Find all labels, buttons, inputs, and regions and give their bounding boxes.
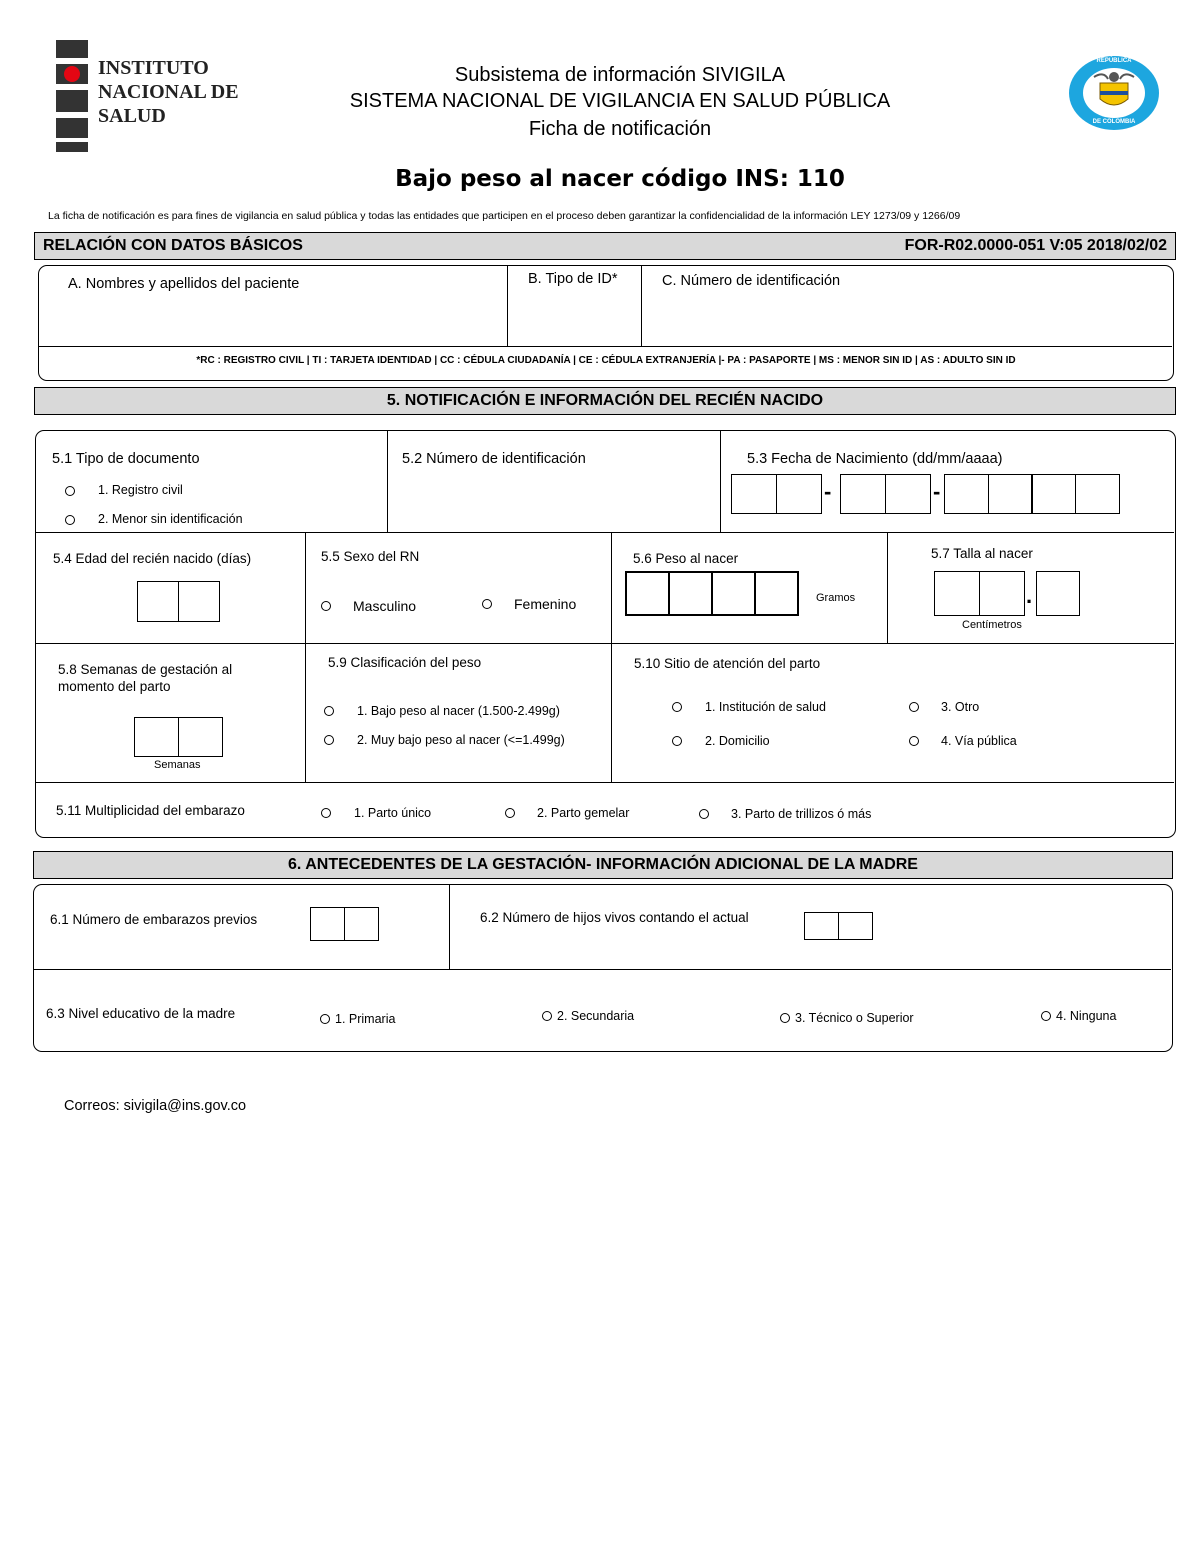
f63-option-1: 1. Primaria — [335, 1012, 396, 1026]
logo-line-2: NACIONAL DE — [98, 81, 239, 103]
f511-radio-2[interactable] — [505, 808, 515, 818]
f54-label: 5.4 Edad del recién nacido (días) — [53, 551, 252, 566]
f63-option-4: 4. Ninguna — [1056, 1009, 1117, 1023]
f58-label-2: momento del parto — [58, 679, 171, 694]
f61-cells[interactable] — [310, 907, 379, 941]
header-system: SISTEMA NACIONAL DE VIGILANCIA EN SALUD PÚBLICA — [349, 90, 891, 112]
seal-text-bottom: DE COLOMBIA — [1092, 119, 1136, 125]
f63-radio-2[interactable] — [542, 1011, 552, 1021]
f53-sep-2: - — [933, 479, 941, 504]
f56-label: 5.6 Peso al nacer — [633, 551, 739, 566]
f56-unit: Gramos — [816, 592, 856, 604]
f511-radio-3[interactable] — [699, 809, 709, 819]
f510-option-2: 2. Domicilio — [705, 734, 770, 748]
f62-label: 6.2 Número de hijos vivos contando el actual — [480, 910, 749, 925]
f510-radio-1[interactable] — [672, 702, 682, 712]
f51-option-1: 1. Registro civil — [98, 483, 183, 497]
section-6-bar — [33, 851, 1173, 879]
f57-label: 5.7 Talla al nacer — [931, 546, 1033, 561]
f62-cells[interactable] — [804, 912, 873, 940]
field-a-input[interactable] — [42, 298, 502, 342]
form-code: FOR-R02.0000-051 V:05 2018/02/02 — [904, 237, 1167, 254]
f53-label: 5.3 Fecha de Nacimiento (dd/mm/aaaa) — [747, 451, 1003, 467]
f63-option-2: 2. Secundaria — [557, 1009, 635, 1023]
f55-option-female: Femenino — [514, 596, 577, 612]
f511-option-1: 1. Parto único — [354, 806, 432, 820]
colombia-seal — [1068, 55, 1160, 131]
f58-label-1: 5.8 Semanas de gestación al — [58, 662, 233, 677]
f61-label: 6.1 Número de embarazos previos — [50, 912, 258, 927]
f510-option-3: 3. Otro — [941, 700, 980, 714]
basic-data-bar — [34, 232, 1176, 260]
logo-line-1: INSTITUTO — [98, 57, 209, 79]
basic-data-title: RELACIÓN CON DATOS BÁSICOS — [43, 237, 303, 254]
f63-radio-1[interactable] — [320, 1014, 330, 1024]
field-b-input[interactable] — [510, 294, 636, 342]
f53-month-cells[interactable] — [840, 474, 931, 514]
f53-year-cells[interactable] — [944, 474, 1120, 514]
field-a-label: A. Nombres y apellidos del paciente — [68, 276, 300, 292]
field-c-label: C. Número de identificación — [662, 273, 841, 289]
f63-radio-3[interactable] — [780, 1013, 790, 1023]
section-5-bar — [34, 387, 1176, 415]
logo-line-3: SALUD — [98, 105, 166, 127]
section-5-title: 5. NOTIFICACIÓN E INFORMACIÓN DEL RECIÉN NACIDO — [386, 392, 824, 409]
section-6-title: 6. ANTECEDENTES DE LA GESTACIÓN- INFORMACIÓN ADICIONAL DE LA MADRE — [288, 856, 918, 873]
f58-unit: Semanas — [154, 759, 201, 771]
f510-radio-2[interactable] — [672, 736, 682, 746]
f54-cells[interactable] — [137, 581, 220, 622]
seal-text-top: REPÚBLICA — [1096, 58, 1132, 64]
f59-option-1: 1. Bajo peso al nacer (1.500-2.499g) — [357, 704, 560, 718]
f57-decimal-cell[interactable] — [1036, 571, 1080, 616]
f58-cells[interactable] — [134, 717, 223, 757]
f511-label: 5.11 Multiplicidad del embarazo — [56, 803, 245, 818]
f511-option-3: 3. Parto de trillizos ó más — [731, 807, 872, 821]
f57-unit: Centímetros — [962, 619, 1022, 631]
f511-option-2: 2. Parto gemelar — [537, 806, 630, 820]
f53-sep-1: - — [824, 479, 832, 504]
ins-logo — [54, 40, 264, 152]
f52-input[interactable] — [392, 474, 714, 528]
footer-email: Correos: sivigila@ins.gov.co — [64, 1098, 247, 1114]
f53-day-cells[interactable] — [731, 474, 822, 514]
f59-label: 5.9 Clasificación del peso — [328, 655, 482, 670]
header-form: Ficha de notificación — [528, 118, 712, 140]
f51-option-2: 2. Menor sin identificación — [98, 512, 243, 526]
f51-radio-2[interactable] — [65, 515, 75, 525]
f511-radio-1[interactable] — [321, 808, 331, 818]
f510-option-1: 1. Institución de salud — [705, 700, 826, 714]
form-title: Bajo peso al nacer código INS: 110 — [395, 166, 845, 192]
f59-option-2: 2. Muy bajo peso al nacer (<=1.499g) — [357, 733, 565, 747]
f59-radio-2[interactable] — [324, 735, 334, 745]
f510-label: 5.10 Sitio de atención del parto — [634, 656, 821, 671]
f510-radio-3[interactable] — [909, 702, 919, 712]
f55-option-male: Masculino — [353, 598, 417, 614]
f52-label: 5.2 Número de identificación — [402, 451, 586, 467]
f55-radio-male[interactable] — [321, 601, 331, 611]
f510-radio-4[interactable] — [909, 736, 919, 746]
f57-sep: . — [1026, 583, 1033, 608]
field-c-input[interactable] — [644, 296, 1170, 342]
f55-label: 5.5 Sexo del RN — [321, 549, 420, 564]
f55-radio-female[interactable] — [482, 599, 492, 609]
f56-cells[interactable] — [625, 571, 799, 616]
id-type-legend: *RC : REGISTRO CIVIL | TI : TARJETA IDENTIDAD | CC : CÉDULA CIUDADANÍA | CE : CÉDULA EXTRANJERÍA |- PA : PASAPORTE | MS : MENOR SIN ID | AS : ADULTO SIN ID — [196, 355, 1016, 366]
f57-cells[interactable] — [934, 571, 1025, 616]
f59-radio-1[interactable] — [324, 706, 334, 716]
f51-radio-1[interactable] — [65, 486, 75, 496]
f63-label: 6.3 Nivel educativo de la madre — [46, 1006, 236, 1021]
field-b-label: B. Tipo de ID* — [528, 271, 618, 287]
ins-logo-icon — [54, 40, 92, 152]
header-subsystem: Subsistema de información SIVIGILA — [454, 64, 786, 86]
f51-label: 5.1 Tipo de documento — [52, 451, 200, 467]
f63-radio-4[interactable] — [1041, 1011, 1051, 1021]
f63-option-3: 3. Técnico o Superior — [795, 1011, 914, 1025]
f510-option-4: 4. Vía pública — [941, 734, 1017, 748]
confidentiality-note: La ficha de notificación es para fines de vigilancia en salud pública y todas las entidades que participen en el proceso deben garantizar la confidencialidad de la información LEY 1273/09 y 1266/09 — [48, 210, 961, 222]
